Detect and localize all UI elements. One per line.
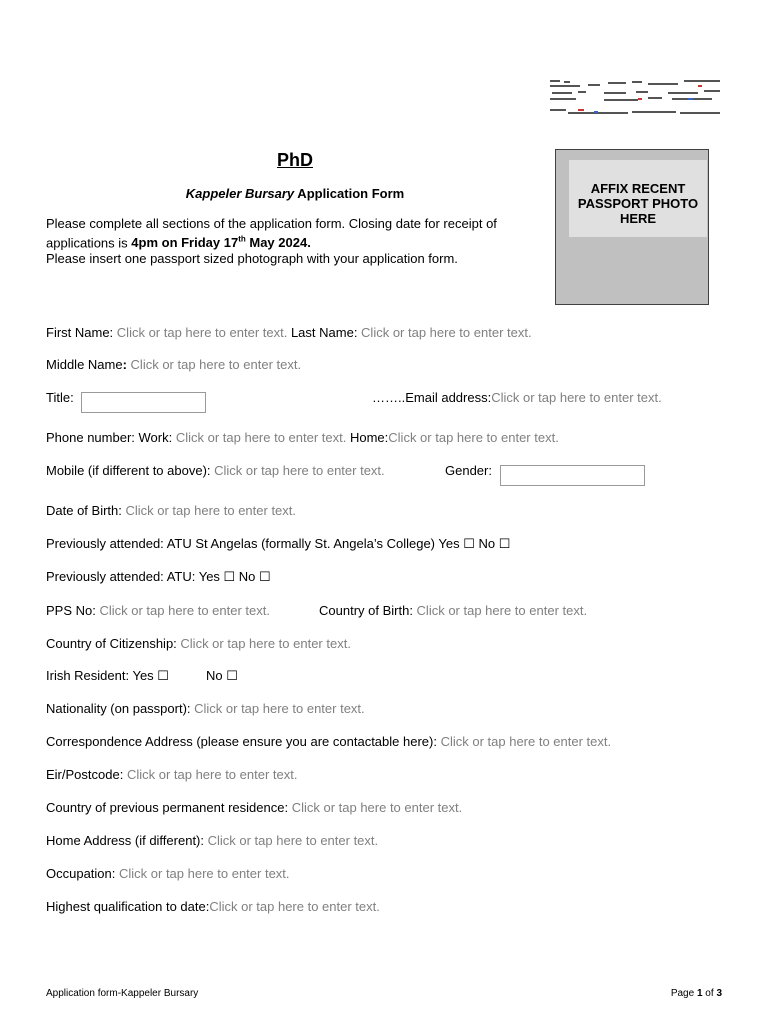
home-phone-label: Home: — [349, 430, 389, 445]
home-address-row — [46, 833, 378, 848]
nationality-input[interactable]: Click or tap here to enter text. — [194, 701, 365, 716]
pps-label: PPS No: — [46, 603, 100, 618]
photo-label — [569, 160, 707, 237]
intro-line-2-pre: applications is — [46, 235, 132, 251]
mobile-row — [46, 463, 385, 478]
citizenship-input[interactable]: Click or tap here to enter text. — [180, 636, 351, 651]
occupation-label: Occupation: — [46, 866, 119, 881]
intro-line-2 — [46, 232, 546, 251]
form-subtitle — [0, 186, 590, 201]
intro-line-3: Please insert one passport sized photograph with your application form. — [46, 251, 458, 267]
page-title: PhD — [277, 150, 313, 170]
first-name-label: First Name: — [46, 325, 117, 340]
correspondence-input[interactable]: Click or tap here to enter text. — [440, 734, 612, 749]
eircode-label: Eir/Postcode: — [46, 767, 127, 782]
prev-residence-label: Country of previous permanent residence: — [46, 800, 292, 815]
citizenship-row — [46, 636, 351, 651]
dob-label: Date of Birth: — [46, 503, 126, 518]
page-mid: of — [702, 988, 717, 999]
qualification-row — [46, 899, 380, 914]
middle-name-colon: : — [122, 357, 131, 372]
eircode-input[interactable]: Click or tap here to enter text. — [126, 767, 298, 782]
irish-resident-no[interactable]: No ☐ — [206, 668, 238, 683]
occupation-row — [46, 866, 290, 881]
email-row — [372, 390, 662, 405]
qualification-input[interactable]: Click or tap here to enter text. — [209, 899, 380, 914]
eircode-row — [46, 767, 297, 782]
middle-name-input[interactable]: Click or tap here to enter text. — [130, 357, 302, 372]
correspondence-label: Correspondence Address (please ensure you are contactable here): — [46, 734, 441, 749]
intro-line-1: Please complete all sections of the application form. Closing date for receipt of — [46, 216, 497, 231]
university-logo — [548, 76, 726, 120]
page-current: 1 — [696, 988, 703, 999]
country-birth-label: Country of Birth: — [319, 603, 417, 618]
country-birth-row — [319, 603, 587, 618]
closing-date-month: May 2024. — [245, 235, 311, 251]
last-name-input[interactable]: Click or tap here to enter text. — [361, 325, 532, 340]
last-name-label: Last Name: — [290, 325, 362, 340]
qualification-label: Highest qualification to date: — [46, 899, 210, 914]
title-label: Title: — [46, 390, 74, 405]
page-total: 3 — [716, 988, 722, 999]
dob-row — [46, 503, 296, 518]
name-row — [46, 325, 532, 340]
title-label-wrap — [46, 390, 74, 405]
home-phone-input[interactable]: Click or tap here to enter text. — [388, 430, 559, 445]
nationality-row — [46, 701, 365, 716]
photo-label-line-3: HERE — [619, 211, 657, 226]
prev-residence-input[interactable]: Click or tap here to enter text. — [291, 800, 463, 815]
closing-date-sup: th — [238, 235, 246, 244]
prev-residence-row — [46, 800, 462, 815]
gender-label-wrap — [445, 463, 492, 478]
middle-name-row — [46, 357, 301, 372]
pps-input[interactable]: Click or tap here to enter text. — [99, 603, 270, 618]
footer-page-number — [640, 988, 722, 999]
gender-label: Gender: — [445, 463, 492, 478]
photo-label-line-2: PASSPORT PHOTO — [577, 196, 699, 211]
mobile-input[interactable]: Click or tap here to enter text. — [214, 463, 385, 478]
email-input[interactable]: Click or tap here to enter text. — [491, 390, 662, 405]
first-name-input[interactable]: Click or tap here to enter text. — [116, 325, 288, 340]
work-phone-label: Phone number: Work: — [46, 430, 176, 445]
subtitle-rest: Application Form — [294, 186, 405, 201]
closing-date-main: 4pm on Friday 17 — [131, 235, 239, 251]
passport-photo-box — [555, 149, 709, 305]
country-birth-input[interactable]: Click or tap here to enter text. — [416, 603, 588, 618]
citizenship-label: Country of Citizenship: — [46, 636, 181, 651]
middle-name-label: Middle Name — [46, 357, 123, 372]
page-pre: Page — [670, 988, 697, 999]
mobile-label: Mobile (if different to above): — [46, 463, 215, 478]
pps-row — [46, 603, 270, 618]
occupation-input[interactable]: Click or tap here to enter text. — [119, 866, 290, 881]
home-address-label: Home Address (if different): — [46, 833, 208, 848]
work-phone-input[interactable]: Click or tap here to enter text. — [175, 430, 347, 445]
prev-atu-row[interactable]: Previously attended: ATU: Yes ☐ No ☐ — [46, 569, 271, 584]
correspondence-row — [46, 734, 611, 749]
irish-resident-yes[interactable]: Irish Resident: Yes ☐ — [46, 668, 169, 683]
phone-row — [46, 430, 559, 445]
title-dropdown[interactable] — [81, 392, 206, 413]
gender-dropdown[interactable] — [500, 465, 645, 486]
home-address-input[interactable]: Click or tap here to enter text. — [207, 833, 379, 848]
photo-label-line-1: AFFIX RECENT — [590, 181, 686, 196]
prev-atu-angelas-row[interactable]: Previously attended: ATU St Angelas (formally St. Angela’s College) Yes ☐ No ☐ — [46, 536, 511, 551]
footer-doc-name: Application form-Kappeler Bursary — [46, 988, 199, 999]
bursary-name: Kappeler Bursary — [185, 186, 295, 201]
intro-text — [46, 216, 546, 267]
dob-input[interactable]: Click or tap here to enter text. — [125, 503, 297, 518]
closing-date — [131, 235, 311, 250]
nationality-label: Nationality (on passport): — [46, 701, 195, 716]
email-label: ……..Email address: — [372, 390, 492, 405]
